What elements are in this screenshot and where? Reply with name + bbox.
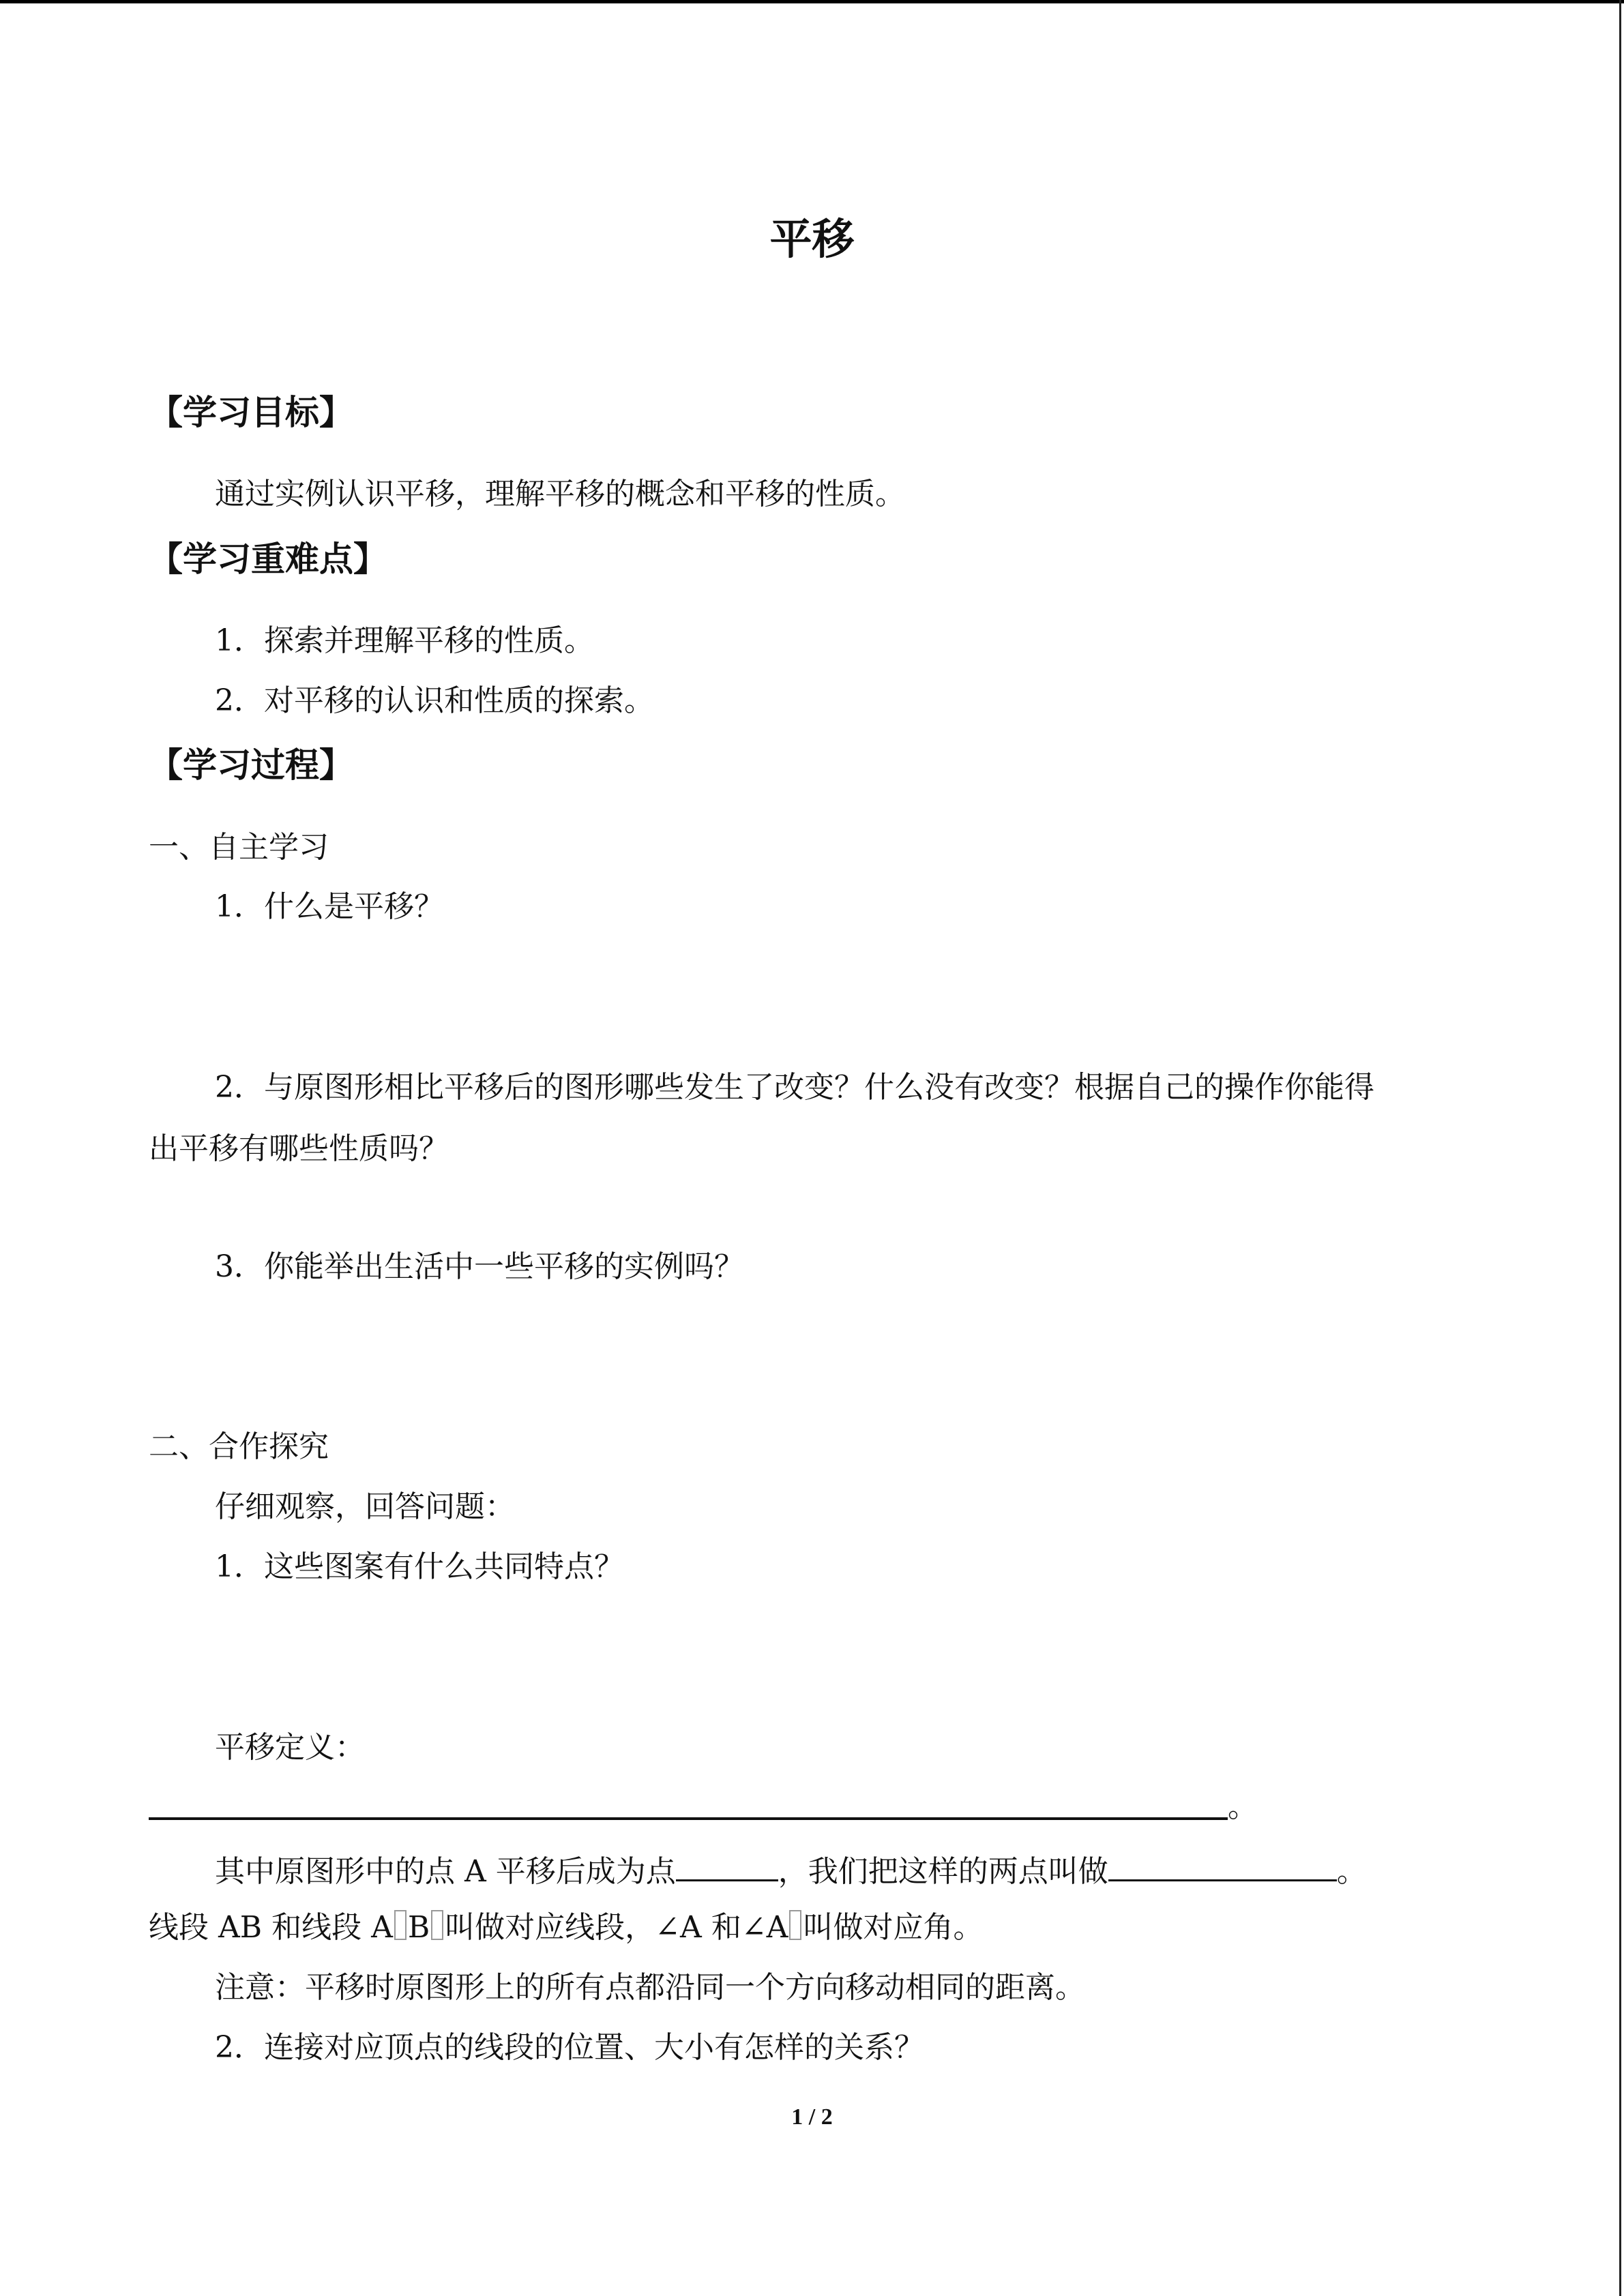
- subsection-heading-cooperative: 二、合作探究: [149, 1429, 329, 1464]
- sentence-part: 叫做对应角。: [803, 1910, 984, 1945]
- sentence-part: ，我们把这样的两点叫做: [778, 1854, 1108, 1889]
- section-heading-key-points: 【学习重难点】: [149, 539, 387, 579]
- sentence-part: 线段 AB 和线段 A: [149, 1910, 393, 1945]
- key-point-item: 1．探索并理解平移的性质。: [215, 623, 594, 658]
- page-right-border: [1619, 0, 1621, 2296]
- missing-prime-glyph: [431, 1910, 443, 1940]
- sentence-part: 。: [1336, 1854, 1367, 1889]
- key-point-item: 2．对平移的认识和性质的探索。: [215, 683, 654, 718]
- note-text: 注意：平移时原图形上的所有点都沿同一个方向移动相同的距离。: [215, 1970, 1085, 2005]
- sentence-part: B: [407, 1910, 430, 1945]
- definition-answer-blank[interactable]: [149, 1817, 1228, 1820]
- corresponding-segments-sentence: [149, 1909, 983, 1947]
- question-item-continuation: 出平移有哪些性质吗？: [149, 1131, 449, 1166]
- sentence-part: 叫做对应线段，∠A 和∠A: [445, 1910, 788, 1945]
- definition-period: 。: [1228, 1789, 1258, 1824]
- missing-prime-glyph: [394, 1910, 407, 1940]
- missing-prime-glyph: [789, 1910, 801, 1940]
- question-item: 3．你能举出生活中一些平移的实例吗？: [215, 1249, 744, 1284]
- section-heading-process: 【学习过程】: [149, 745, 353, 785]
- answer-blank-point[interactable]: [676, 1849, 778, 1881]
- page-title: 平移: [769, 214, 855, 264]
- sentence-part: 其中原图形中的点 A 平移后成为点: [215, 1854, 676, 1889]
- definition-label: 平移定义：: [215, 1730, 365, 1765]
- corresponding-points-sentence: [215, 1849, 1367, 1891]
- question-item: 2．连接对应顶点的线段的位置、大小有怎样的关系？: [215, 2030, 924, 2065]
- page-indicator: 1 / 2: [791, 2104, 833, 2130]
- answer-blank-term[interactable]: [1108, 1849, 1337, 1881]
- question-item: 2．与原图形相比平移后的图形哪些发生了改变？什么没有改变？根据自己的操作你能得: [215, 1070, 1374, 1105]
- section-heading-objectives: 【学习目标】: [149, 392, 353, 432]
- question-item: 1．这些图案有什么共同特点？: [215, 1549, 624, 1584]
- cooperative-intro: 仔细观察，回答问题：: [215, 1489, 515, 1524]
- objectives-text: 通过实例认识平移，理解平移的概念和平移的性质。: [215, 477, 905, 511]
- question-item: 1．什么是平移？: [215, 889, 444, 924]
- page-top-border: [0, 0, 1624, 3]
- subsection-heading-self-study: 一、自主学习: [149, 830, 329, 865]
